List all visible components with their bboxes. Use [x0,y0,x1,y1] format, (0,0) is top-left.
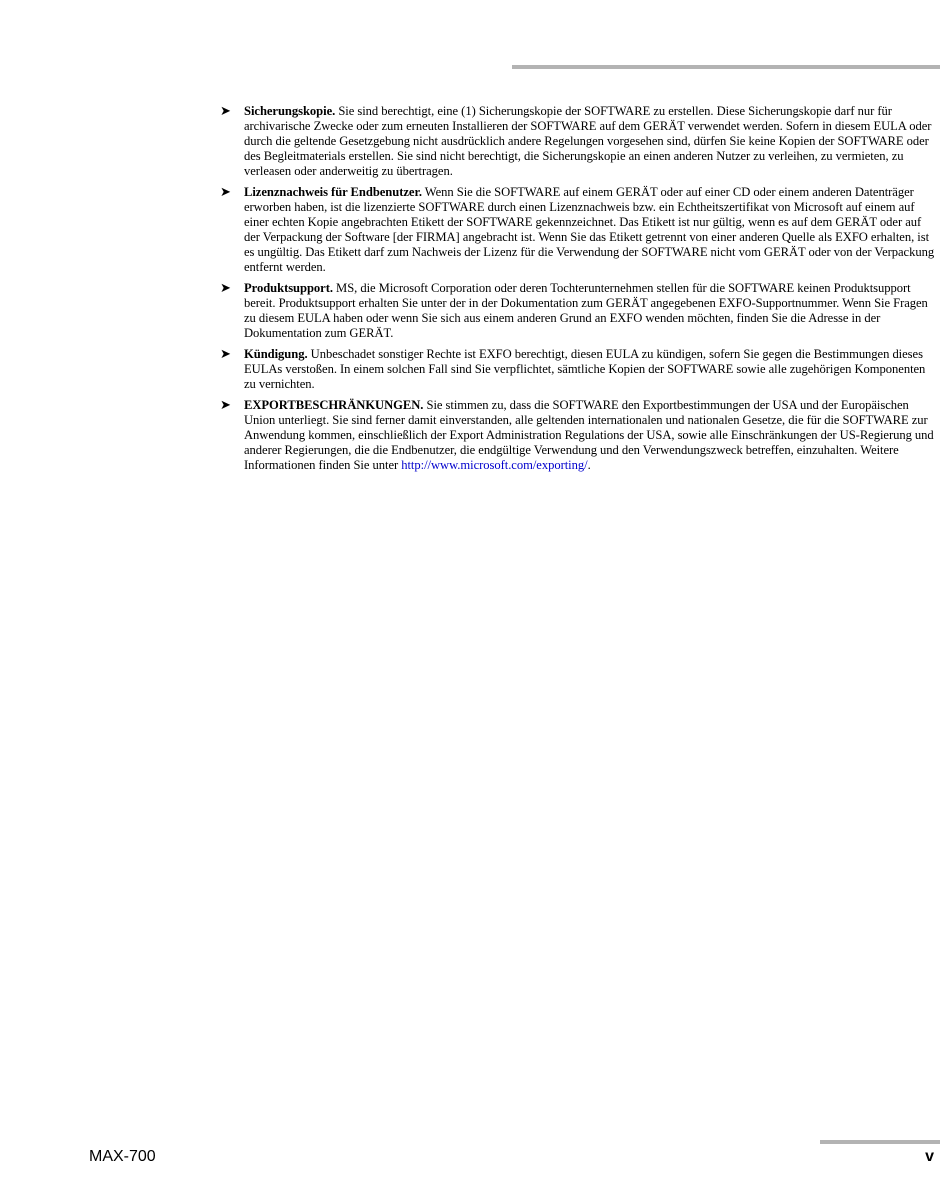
item-heading: Produktsupport. [244,281,333,295]
export-info-link[interactable]: http://www.microsoft.com/exporting/ [401,458,588,472]
item-body: Sie sind berechtigt, eine (1) Sicherungskopie der SOFTWARE zu erstellen. Diese Sicherungskopie darf nur für archivarische Zwecke oder zum erneuten Installieren der SOFTWARE auf dem GERÄT verwendet werden. Sofern in diesem EULA oder durch die geltende Gesetzgebung nicht ausdrücklich andere Regelungen vorgesehen sind, dürfen Sie keine Kopien der SOFTWARE oder des Begleitmaterials erstellen. Sie sind nicht berechtigt, die Sicherungskopie an einen anderen Nutzer zu verleihen, zu vermieten, zu verleasen oder anderweitig zu übertragen. [244,104,932,178]
footer-rule [820,1140,940,1144]
item-heading: Sicherungskopie. [244,104,336,118]
item-body-end: . [587,458,591,472]
eula-section [220,104,940,479]
arrow-bullet-icon: ➤ [220,104,231,119]
arrow-bullet-icon: ➤ [220,347,231,362]
item-body: Wenn Sie die SOFTWARE auf einem GERÄT oder auf einer CD oder einem anderen Datenträger erworben haben, ist die lizenzierte SOFTWARE durch einen Lizenznachweis bzw. ein Echtheitszertifikat von Microsoft auf einem auf einer echten Kopie angebrachten Etikett der SOFTWARE gekennzeichnet. Das Etikett ist nur gültig, wenn es auf dem GERÄT oder auf der Verpackung der Software [der FIRMA] angebracht ist. Wenn Sie das Etikett getrennt von einer anderen Quelle als EXFO erhalten, ist es ungültig. Das Etikett darf zum Nachweis der Lizenz für die Verwendung der SOFTWARE nicht vom GERÄT oder von der Verpackung entfernt werden. [244,185,935,274]
list-item-termination [220,347,940,392]
item-heading: Lizenznachweis für Endbenutzer. [244,185,422,199]
arrow-bullet-icon: ➤ [220,185,231,200]
item-heading: Kündigung. [244,347,308,361]
list-item-export-restrictions [220,398,940,473]
product-name: MAX-700 [89,1148,156,1165]
item-body: Sie stimmen zu, dass die SOFTWARE den Exportbestimmungen der USA und der Europäischen Union unterliegt. Sie sind ferner damit einverstanden, alle geltenden internationalen und nationalen Gesetze, die für die SOFTWARE zur Anwendung kommen, einschließlich der Export Administration Regulations der USA, sowie alle Einschränkungen der US-Regierung und anderer Regierungen, die die Endbenutzer, die endgültige Verwendung und den Verwendungszweck betreffen, einzuhalten. Weitere Informationen finden Sie unter [244,398,934,472]
item-body: Unbeschadet sonstiger Rechte ist EXFO berechtigt, diesen EULA zu kündigen, sofern Sie gegen die Bestimmungen dieses EULAs verstoßen. In einem solchen Fall sind Sie verpflichtet, sämtliche Kopien der SOFTWARE sowie alle zugehörigen Komponenten zu vernichten. [244,347,926,391]
list-item-backup-copy [220,104,940,179]
page-number: v [925,1148,934,1165]
header-rule [512,65,940,69]
list-item-proof-of-license [220,185,940,275]
list-item-product-support [220,281,940,341]
arrow-bullet-icon: ➤ [220,281,231,296]
item-heading: EXPORTBESCHRÄNKUNGEN. [244,398,424,412]
item-body: MS, die Microsoft Corporation oder deren Tochterunternehmen stellen für die SOFTWARE keinen Produktsupport bereit. Produktsupport erhalten Sie unter der in der Dokumentation zum GERÄT angegebenen EXFO-Supportnummer. Wenn Sie Fragen zu diesem EULA haben oder wenn Sie sich aus einem anderen Grund an EXFO wenden möchten, finden Sie die Adresse in der Dokumentation zum GERÄT. [244,281,928,340]
arrow-bullet-icon: ➤ [220,398,231,413]
